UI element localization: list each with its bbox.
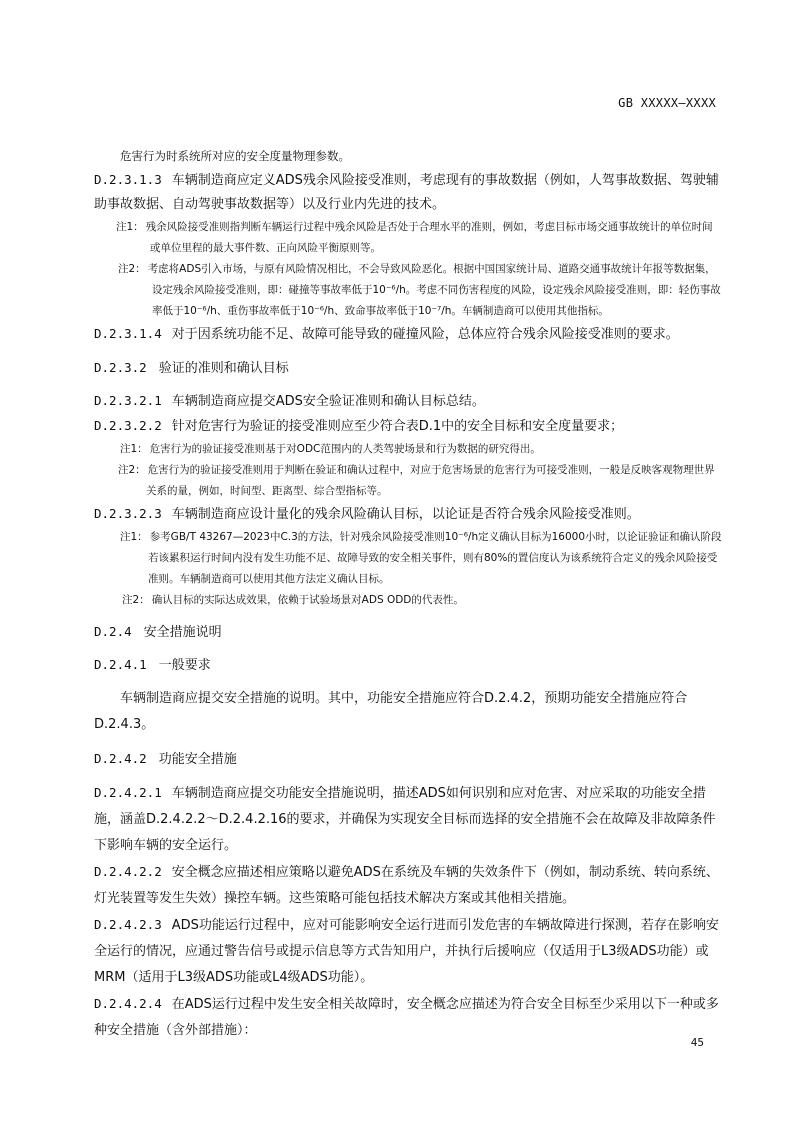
heading-d241 [94,653,722,678]
clause-text: 车辆制造商应设计量化的残余风险确认目标，以论证是否符合残余风险接受准则。 [171,507,640,522]
note-text: 危害行为的验证接受准则用于判断在验证和确认过程中，对应于危害场景的危害行为可接受准则，一般是反映客观物理世界关系的量，例如，时间型、距离型、综合型指标等。 [146,464,715,497]
clause-d2423 [94,912,722,991]
note-label: 注2： [118,263,146,275]
note-text: 确认目标的实际达成效果，依赖于试验场景对ADS ODD的代表性。 [151,594,464,606]
paragraph-d241-body: 车辆制造商应提交安全措施的说明。其中，功能安全措施应符合D.2.4.2，预期功能安全措施应符合D.2.4.3。 [94,691,688,732]
note-d2322-2 [94,460,722,502]
heading-text: 功能安全措施 [158,752,237,767]
heading-d242 [94,747,722,772]
note-text: 残余风险接受准则指判断车辆运行过程中残余风险是否处于合理水平的准则，例如，考虑目标市场交通事故统计的单位时间或单位里程的最大事件数、正向风险平衡原则等。 [145,221,713,254]
clause-d2421 [94,780,722,859]
clause-number: D.2.3.1.4 [94,326,162,341]
note-label: 注1： [116,221,144,233]
heading-number: D.2.4 [94,624,132,639]
document-body [94,144,722,1044]
clause-text: 对于因系统功能不足、故障可能导致的碰撞风险，总体应符合残余风险接受准则的要求。 [171,327,679,342]
note-d2323-1 [94,527,722,590]
note-d2322-1 [94,439,722,460]
clause-number: D.2.3.2.3 [94,506,162,521]
clause-text: 车辆制造商应提交功能安全措施说明，描述ADS如何识别和应对危害、对应采取的功能安全措施，涵盖D.2.4.2.2～D.2.4.2.16的要求，并确保为实现安全目标而选择的安全措施不会在故障及非故障条件下影响车辆的安全运行。 [94,786,716,853]
note-text: 考虑将ADS引入市场，与原有风险情况相比，不会导致风险恶化。根据中国国家统计局、道路交通事故统计年报等数据集，设定残余风险接受准则，即：碰撞等事故率低于10⁻⁶/h。考虑不同伤害程度的风险，设定残余风险接受准则，即：轻伤事故率低于10⁻⁶/h、重伤事故率低于10⁻⁶/h、致命事故率低于10⁻⁷/h。车辆制造商可以使用其他指标。 [147,263,721,317]
note-d2313-2 [94,259,722,322]
clause-d2321 [94,389,722,414]
clause-text: 车辆制造商应定义ADS残余风险接受准则，考虑现有的事故数据（例如，人驾事故数据、驾驶辅助事故数据、自动驾驶事故数据等）以及行业内先进的技术。 [94,173,719,212]
note-d2323-2 [94,590,722,611]
clause-number: D.2.3.1.3 [94,172,162,187]
heading-text: 安全措施说明 [143,625,222,640]
note-label: 注1： [120,443,148,455]
page-number: 45 [690,1036,704,1049]
note-label: 注2： [118,464,146,476]
clause-number: D.2.4.2.4 [94,996,162,1011]
note-d2313-1 [94,217,722,259]
clause-d2422 [94,859,722,912]
clause-number: D.2.4.2.1 [94,785,162,800]
continuation-text: 危害行为时系统所对应的安全度量物理参数。 [120,149,350,163]
clause-text: 针对危害行为验证的接受准则应至少符合表D.1中的安全目标和安全度量要求； [171,419,624,434]
clause-text: 在ADS运行过程中发生安全相关故障时，安全概念应描述为符合安全目标至少采用以下一种或多种安全措施（含外部措施）： [94,997,719,1038]
clause-number: D.2.4.2.3 [94,917,162,932]
note-text: 参考GB/T 43267—2023中C.3的方法，针对残余风险接受准则10⁻⁶/h定义确认目标为16000小时，以论证验证和确认阶段若该累积运行时间内没有发生功能不足、故障导致的安全相关事件，则有80%的置信度认为该系统符合定义的残余风险接受准则。车辆制造商可以使用其他方法定义确认目标。 [148,531,722,585]
clause-d2314 [94,322,722,347]
note-label: 注2： [122,594,150,606]
clause-d2322 [94,414,722,439]
note-text: 危害行为的验证接受准则基于对ODC范围内的人类驾驶场景和行为数据的研究得出。 [149,443,541,455]
heading-text: 一般要求 [158,658,211,673]
clause-number: D.2.3.2.1 [94,393,162,408]
heading-number: D.2.4.2 [94,751,147,766]
clause-number: D.2.4.2.2 [94,864,162,879]
heading-d24 [94,620,722,645]
clause-text: 车辆制造商应提交ADS安全验证准则和确认目标总结。 [171,394,485,409]
clause-d2313 [94,168,722,217]
heading-d232 [94,356,722,381]
clause-text: 安全概念应描述相应策略以避免ADS在系统及车辆的失效条件下（例如，制动系统、转向系统、灯光装置等发生失效）操控车辆。这些策略可能包括技术解决方案或其他相关措施。 [94,865,719,906]
clause-text: ADS功能运行过程中，应对可能影响安全运行进而引发危害的车辆故障进行探测，若存在影响安全运行的情况，应通过警告信号或提示信息等方式告知用户，并执行后援响应（仅适用于L3级ADS功能）或MRM（适用于L3级ADS功能或L4级ADS功能）。 [94,918,719,985]
heading-number: D.2.4.1 [94,657,147,672]
clause-d2323 [94,502,722,527]
standard-code-header: GB XXXXX—XXXX [618,96,716,110]
heading-number: D.2.3.2 [94,360,147,375]
note-label: 注1： [120,531,148,543]
heading-text: 验证的准则和确认目标 [158,361,289,376]
clause-number: D.2.3.2.2 [94,418,162,433]
clause-d2424 [94,991,722,1044]
